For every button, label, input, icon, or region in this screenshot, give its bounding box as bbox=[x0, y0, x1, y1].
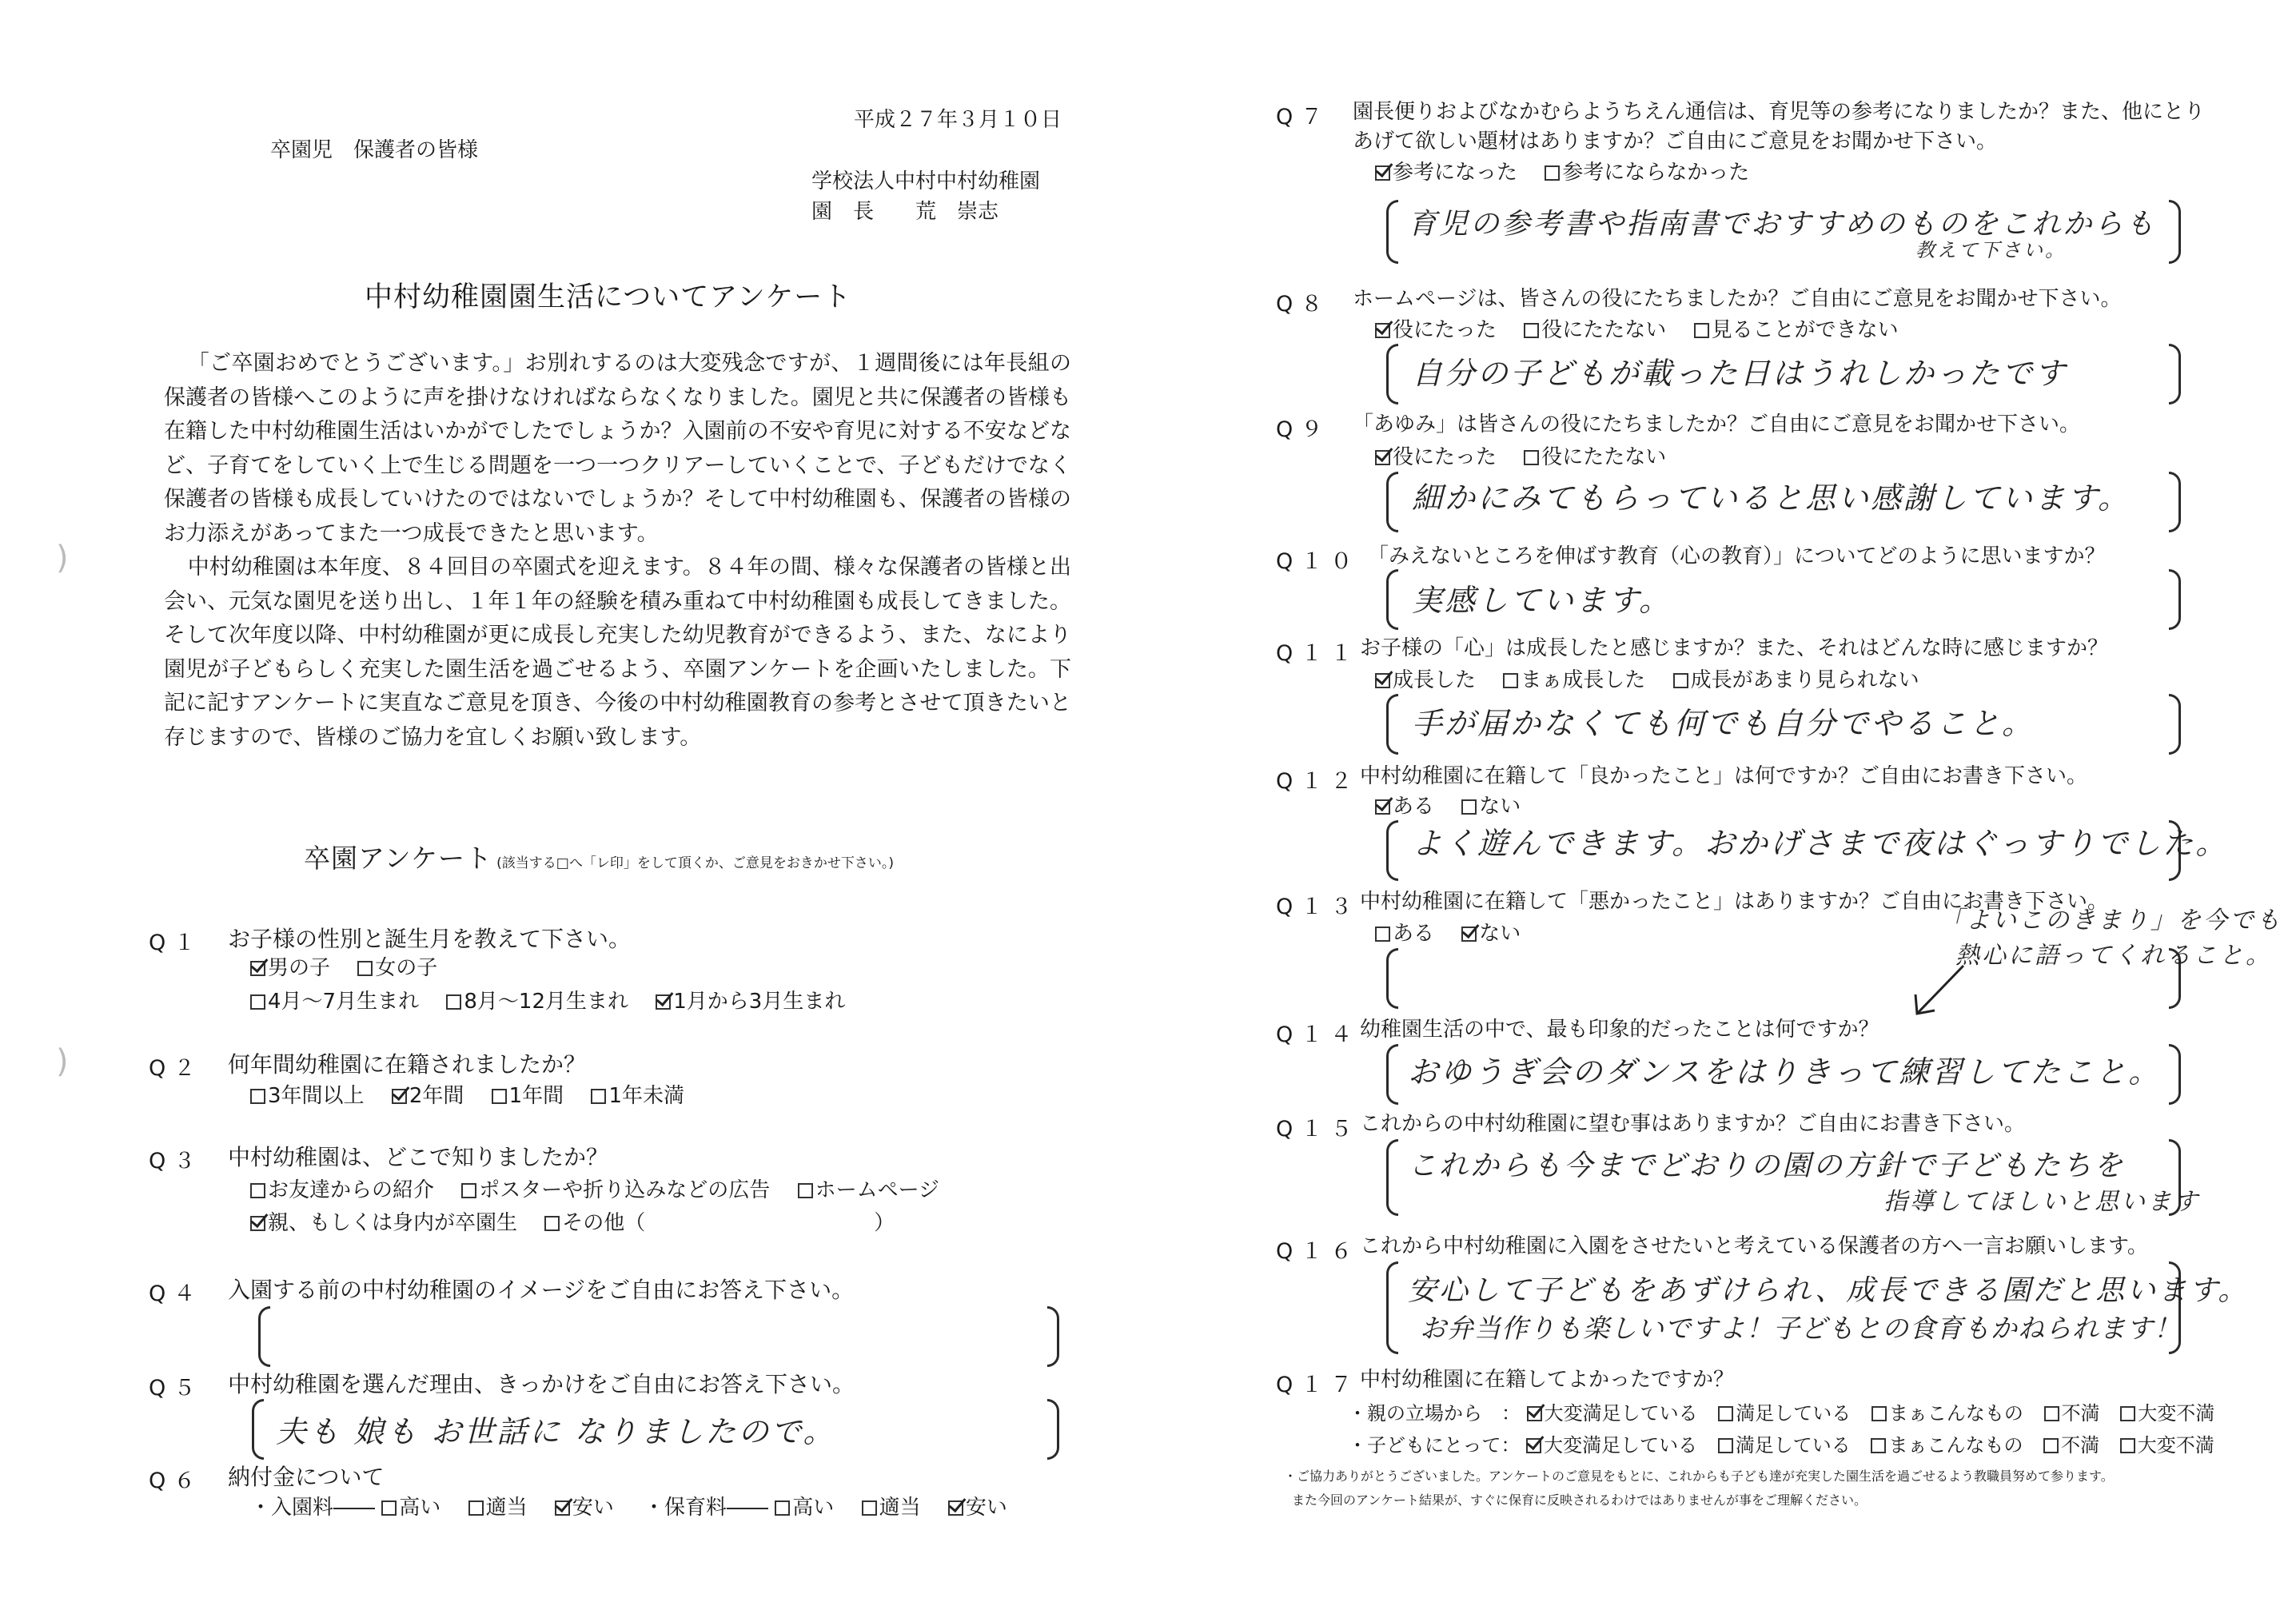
option-label: 役にたたない bbox=[1541, 318, 1667, 342]
option-very-satisfied[interactable] bbox=[1526, 1434, 1697, 1457]
arrow-icon bbox=[1907, 959, 1971, 1023]
option-label: まぁこんなもの bbox=[1888, 1434, 2023, 1457]
option-label: お友達からの紹介 bbox=[268, 1178, 435, 1202]
checkbox-checked[interactable] bbox=[1375, 450, 1390, 465]
checkbox-checked[interactable] bbox=[1527, 1406, 1542, 1421]
q6-tuition-fee bbox=[644, 1495, 1028, 1521]
option-label: ない bbox=[1479, 795, 1521, 819]
option-label: 親、もしくは身内が卒園生 bbox=[268, 1211, 518, 1235]
q17-child-row bbox=[1348, 1429, 2214, 1457]
option-fair[interactable] bbox=[862, 1496, 921, 1520]
checkbox-checked[interactable] bbox=[948, 1500, 963, 1516]
checkbox[interactable] bbox=[775, 1500, 790, 1516]
q12-text: 中村幼稚園に在籍して「良かったこと」は何ですか？ご自由にお書き下さい。 bbox=[1360, 764, 2088, 788]
q10-number: Q１０ bbox=[1276, 549, 1361, 574]
option-no[interactable] bbox=[1461, 922, 1521, 946]
checkbox[interactable] bbox=[798, 1183, 813, 1198]
checkbox[interactable] bbox=[446, 994, 461, 1010]
option-label: 8月～12月生まれ bbox=[464, 990, 628, 1014]
option-label: 1年間 bbox=[508, 1084, 564, 1108]
option-label: 満足している bbox=[1736, 1402, 1852, 1425]
checkbox[interactable] bbox=[1673, 673, 1688, 688]
option-label: 1月から3月生まれ bbox=[673, 990, 846, 1014]
q9-text: 「あゆみ」は皆さんの役にたちましたか？ご自由にご意見をお聞かせ下さい。 bbox=[1353, 412, 2081, 436]
q6-entry-fee bbox=[250, 1495, 635, 1521]
option-homepage[interactable] bbox=[798, 1178, 939, 1202]
q1-gender-options bbox=[250, 955, 458, 982]
option-satisfied[interactable] bbox=[1718, 1434, 1851, 1457]
q14-answer[interactable]: おゆうぎ会のダンスをはりきって練習してたこと。 bbox=[1408, 1054, 2162, 1090]
answer-bracket-left bbox=[1386, 472, 1398, 532]
option-high[interactable] bbox=[381, 1496, 440, 1520]
option-label: ある bbox=[1393, 922, 1435, 946]
q9-options bbox=[1375, 444, 1687, 471]
punch-hole-mark: ) bbox=[56, 540, 69, 576]
checkbox[interactable] bbox=[2120, 1438, 2135, 1453]
q10-answer[interactable]: 実感しています。 bbox=[1412, 583, 1672, 618]
option-label: 女の子 bbox=[375, 956, 438, 980]
q9-answer[interactable]: 細かにみてもらっていると思い感謝しています。 bbox=[1412, 480, 2131, 516]
option-grew[interactable] bbox=[1375, 668, 1476, 692]
answer-bracket-right bbox=[2169, 1044, 2181, 1105]
q7-text-line1: 園長便りおよびなかむらようちえん通信は、育児等の参考になりましたか？また、他にとり bbox=[1353, 100, 2206, 124]
option-label: 見ることができない bbox=[1711, 318, 1899, 342]
option-1year[interactable] bbox=[492, 1084, 564, 1108]
q10-text: 「みえないところを伸ばす教育（心の教育）」についてどのように思いますか？ bbox=[1368, 544, 2106, 568]
option-2years[interactable] bbox=[392, 1084, 464, 1108]
q16-number: Q１６ bbox=[1276, 1239, 1361, 1264]
q8-answer[interactable]: 自分の子どもが載った日はうれしかったです bbox=[1412, 356, 2068, 391]
checkbox[interactable] bbox=[1718, 1406, 1733, 1421]
checkbox[interactable] bbox=[2043, 1438, 2059, 1453]
checkbox[interactable] bbox=[250, 1183, 265, 1198]
q17-number: Q１７ bbox=[1276, 1373, 1361, 1397]
option-3years[interactable] bbox=[250, 1084, 365, 1108]
option-label: 成長した bbox=[1393, 668, 1477, 692]
option-no[interactable] bbox=[1461, 795, 1521, 819]
option-boy[interactable] bbox=[250, 956, 330, 980]
option-label: 大変満足している bbox=[1544, 1434, 1698, 1457]
checkbox[interactable] bbox=[250, 994, 265, 1010]
checkbox-checked[interactable] bbox=[1375, 799, 1390, 815]
answer-bracket-right bbox=[2169, 472, 2181, 532]
q13-number: Q１３ bbox=[1276, 895, 1361, 919]
option-family[interactable] bbox=[250, 1211, 517, 1235]
option-label: 大変不満 bbox=[2138, 1402, 2215, 1425]
q3-options-row1 bbox=[250, 1178, 960, 1204]
option-little-growth[interactable] bbox=[1673, 668, 1919, 692]
checkbox[interactable] bbox=[381, 1500, 397, 1516]
q7-answer-line1[interactable]: 育児の参考書や指南書でおすすめのものをこれからも bbox=[1408, 208, 2157, 241]
option-poster[interactable] bbox=[461, 1178, 770, 1202]
option-label: 適当 bbox=[485, 1496, 528, 1520]
option-label: 大変不満 bbox=[2137, 1434, 2214, 1457]
option-not-helpful[interactable] bbox=[1545, 161, 1749, 185]
q11-number: Q１１ bbox=[1276, 641, 1361, 666]
option-label: 大変満足している bbox=[1544, 1402, 1698, 1425]
q15-number: Q１５ bbox=[1276, 1117, 1361, 1142]
q15-answer-line2[interactable]: 指導してほしいと思います bbox=[1883, 1188, 2200, 1216]
q7-options bbox=[1375, 160, 1770, 186]
answer-bracket-left bbox=[1386, 344, 1398, 404]
answer-bracket-right bbox=[2169, 344, 2181, 404]
answer-bracket-left bbox=[1386, 1261, 1398, 1354]
checkbox[interactable] bbox=[544, 1216, 560, 1231]
q8-number: Q８ bbox=[1276, 292, 1331, 317]
option-label: 不満 bbox=[2061, 1434, 2100, 1457]
option-very-dissatisfied[interactable] bbox=[2120, 1434, 2214, 1457]
option-label: まぁ成長した bbox=[1521, 668, 1646, 692]
q17-parent-row bbox=[1348, 1397, 2214, 1425]
option-label: 安い bbox=[965, 1496, 1007, 1520]
q4-number: Q４ bbox=[149, 1281, 204, 1306]
intro-paragraph: 中村幼稚園は本年度、８４回目の卒園式を迎えます。８４年の間、様々な保護者の皆様と出会い、元気な園児を送り出し、１年１年の経験を積み重ねて中村幼稚園も成長してきました。そして次年度以降、中村幼稚園が更に成長し充実した幼児教育ができるよう、また、なにより園児が子どもらしく充実した園生活を過ごせるよう、卒園アンケートを企画いたしました。下記に記すアンケートに実直なご意見を頂き、今後の中村幼稚園教育の参考とさせて頂きたいと存じますので、皆様のご協力を宜しくお願い致します。 bbox=[164, 555, 1071, 750]
checkbox-checked[interactable] bbox=[555, 1500, 570, 1516]
checkbox[interactable] bbox=[1503, 673, 1518, 688]
answer-bracket-right bbox=[2169, 200, 2181, 264]
checkbox[interactable] bbox=[1461, 799, 1477, 815]
q12-number: Q１２ bbox=[1276, 769, 1361, 794]
checkbox[interactable] bbox=[468, 1500, 484, 1516]
q5-text: 中村幼稚園を選んだ理由、きっかけをご自由にお答え下さい。 bbox=[228, 1371, 855, 1397]
checkbox-checked[interactable] bbox=[1461, 927, 1477, 942]
tuition-fee-label: ・保育料―― bbox=[644, 1496, 769, 1520]
checkbox[interactable] bbox=[1871, 1406, 1887, 1421]
q16-answer-line1[interactable]: 安心して子どもをあずけられ、成長できる園だと思います。 bbox=[1408, 1274, 2250, 1307]
option-fair[interactable] bbox=[468, 1496, 528, 1520]
survey-heading: 卒園アンケート bbox=[304, 843, 493, 874]
option-dissatisfied[interactable] bbox=[2043, 1434, 2099, 1457]
q13-text: 中村幼稚園に在籍して「悪かったこと」はありますか？ご自由にお書き下さい。 bbox=[1360, 890, 2109, 914]
q14-number: Q１４ bbox=[1276, 1022, 1361, 1047]
answer-bracket-right bbox=[2169, 569, 2181, 630]
checkbox[interactable] bbox=[461, 1183, 476, 1198]
checkbox[interactable] bbox=[2044, 1406, 2059, 1421]
q11-answer[interactable]: 手が届かなくても何でも自分でやること。 bbox=[1412, 706, 2035, 741]
q11-options bbox=[1375, 668, 1940, 694]
document-date: 平成２７年３月１０日 bbox=[854, 108, 1062, 132]
option-helpful[interactable] bbox=[1375, 161, 1517, 185]
checkbox[interactable] bbox=[1524, 450, 1539, 465]
option-label: 安い bbox=[572, 1496, 614, 1520]
option-yes[interactable] bbox=[1375, 922, 1434, 946]
option-label: 4月～7月生まれ bbox=[268, 990, 420, 1014]
answer-bracket-left bbox=[1386, 569, 1398, 630]
option-cheap[interactable] bbox=[948, 1496, 1007, 1520]
option-so-so[interactable] bbox=[1871, 1402, 2023, 1425]
q8-options bbox=[1375, 317, 1919, 344]
option-other[interactable] bbox=[544, 1211, 895, 1235]
q7-answer-line2[interactable]: 教えて下さい。 bbox=[1915, 239, 2067, 261]
q2-text: 何年間幼稚園に在籍されましたか？ bbox=[228, 1051, 587, 1078]
answer-bracket-left bbox=[252, 1399, 264, 1460]
answer-bracket-left bbox=[1386, 948, 1398, 1009]
option-useful[interactable] bbox=[1375, 445, 1497, 469]
q6-number: Q６ bbox=[149, 1469, 204, 1493]
option-aug-dec[interactable] bbox=[446, 990, 628, 1014]
answer-bracket-left bbox=[1386, 1044, 1398, 1105]
option-label: 成長があまり見られない bbox=[1690, 668, 1919, 692]
option-very-satisfied[interactable] bbox=[1527, 1402, 1698, 1425]
q1-birth-options bbox=[250, 989, 866, 1015]
checkbox-checked[interactable] bbox=[656, 994, 671, 1010]
q3-options-row2 bbox=[250, 1210, 915, 1237]
option-less-1year[interactable] bbox=[591, 1084, 684, 1108]
option-useful[interactable] bbox=[1375, 318, 1497, 342]
option-label: ホームページ bbox=[815, 1178, 940, 1202]
option-apr-jul[interactable] bbox=[250, 990, 419, 1014]
answer-bracket-right bbox=[1047, 1306, 1059, 1367]
entry-fee-label: ・入園料―― bbox=[250, 1496, 376, 1520]
q16-text: これから中村幼稚園に入園をさせたいと考えている保護者の方へ一言お願いします。 bbox=[1360, 1234, 2148, 1258]
footer-note-line1: ・ご協力ありがとうございました。アンケートのご意見をもとに、これからも子ども達が充実した園生活を過ごせるよう教職員努めて参ります。 bbox=[1284, 1469, 2114, 1484]
option-label: 不満 bbox=[2061, 1402, 2100, 1425]
q17-text: 中村幼稚園に在籍してよかったですか？ bbox=[1360, 1368, 1735, 1392]
option-yes[interactable] bbox=[1375, 795, 1434, 819]
answer-bracket-right bbox=[2169, 694, 2181, 755]
option-jan-mar[interactable] bbox=[656, 990, 845, 1014]
survey-heading-row bbox=[304, 838, 894, 875]
q3-number: Q３ bbox=[149, 1149, 204, 1174]
director-name: 園 長 荒 崇志 bbox=[811, 200, 999, 224]
answer-bracket-right bbox=[1047, 1399, 1059, 1460]
checkbox-checked[interactable] bbox=[250, 961, 265, 976]
q4-text: 入園する前の中村幼稚園のイメージをご自由にお答え下さい。 bbox=[228, 1277, 855, 1303]
q2-options bbox=[250, 1083, 705, 1110]
q1-text: お子様の性別と誕生月を教えて下さい。 bbox=[228, 926, 632, 952]
q6-text: 納付金について bbox=[228, 1464, 385, 1490]
checkbox[interactable] bbox=[1694, 323, 1709, 338]
answer-bracket-left bbox=[1386, 200, 1398, 264]
option-label: 高い bbox=[792, 1496, 835, 1520]
q1-number: Q１ bbox=[149, 931, 204, 955]
option-label: まぁこんなもの bbox=[1888, 1402, 2023, 1425]
checkbox[interactable] bbox=[862, 1500, 877, 1516]
option-not-useful[interactable] bbox=[1524, 445, 1666, 469]
child-label: ・子どもにとって： bbox=[1348, 1434, 1521, 1457]
q13-options bbox=[1375, 921, 1541, 947]
option-label: 参考になった bbox=[1393, 161, 1518, 185]
checkbox[interactable] bbox=[1524, 323, 1539, 338]
option-label: 1年未満 bbox=[608, 1084, 684, 1108]
checkbox[interactable] bbox=[1718, 1438, 1733, 1453]
q15-answer-line1[interactable]: これからも今までどおりの園の方針で子どもたちを bbox=[1408, 1150, 2126, 1182]
checkbox[interactable] bbox=[1545, 165, 1560, 181]
option-label: 参考にならなかった bbox=[1562, 161, 1750, 185]
answer-bracket-left bbox=[1386, 1139, 1398, 1216]
punch-hole-mark: ) bbox=[56, 1043, 69, 1080]
checkbox[interactable] bbox=[250, 1089, 265, 1104]
option-label: ポスターや折り込みなどの広告 bbox=[479, 1178, 771, 1202]
q7-text-line2: あげて欲しい題材はありますか？ご自由にご意見をお聞かせ下さい。 bbox=[1353, 130, 1998, 153]
intro-paragraph: 「ご卒園おめでとうございます。」お別れするのは大変残念ですが、１週間後には年長組の保護者の皆様へこのように声を掛けなければならなくなりました。園児と共に保護者の皆様も在籍した中村幼稚園生活はいかがでしたでしょうか？入園前の不安や育児に対する不安などなど、子育てをしていく上で生じる問題を一つ一つクリアーしていくことで、子どもだけでなく保護者の皆様も成長していけたのではないでしょうか？そして中村幼稚園も、保護者の皆様のお力添えがあってまた一つ成長できたと思います。 bbox=[164, 351, 1071, 546]
option-girl[interactable] bbox=[357, 956, 437, 980]
checkbox-checked[interactable] bbox=[1375, 323, 1390, 338]
q14-margin-note-line1[interactable]: 「よいこのきまり」を今でも bbox=[1939, 907, 2282, 935]
option-label: 2年間 bbox=[409, 1084, 464, 1108]
option-label: 適当 bbox=[879, 1496, 921, 1520]
survey-title: 中村幼稚園園生活についてアンケート bbox=[365, 281, 852, 313]
checkbox[interactable] bbox=[2120, 1406, 2135, 1421]
checkbox-checked[interactable] bbox=[1375, 165, 1390, 181]
q11-text: お子様の「心」は成長したと感じますか？また、それはどんな時に感じますか？ bbox=[1360, 636, 2109, 660]
right-page bbox=[1148, 0, 2296, 1618]
q16-answer-line2[interactable]: お弁当作りも楽しいですよ！子どもとの食育もかねられます！ bbox=[1420, 1313, 2181, 1344]
option-label: ない bbox=[1479, 922, 1521, 946]
q12-options bbox=[1375, 794, 1541, 820]
q9-number: Q９ bbox=[1276, 417, 1331, 442]
survey-note: (該当する□へ「レ印」をして頂くか、ご意見をおきかせ下さい。) bbox=[496, 855, 894, 871]
checkbox[interactable] bbox=[492, 1089, 507, 1104]
option-label: その他（ ） bbox=[562, 1211, 895, 1235]
option-label: ある bbox=[1393, 795, 1435, 819]
q2-number: Q２ bbox=[149, 1056, 204, 1081]
checkbox-checked[interactable] bbox=[1526, 1438, 1541, 1453]
intro-text bbox=[164, 347, 1071, 755]
option-very-dissatisfied[interactable] bbox=[2120, 1402, 2214, 1425]
q14-margin-note-line2[interactable]: 熱心に語ってくれること。 bbox=[1955, 942, 2272, 970]
option-somewhat-grew[interactable] bbox=[1503, 668, 1645, 692]
option-label: 役にたった bbox=[1393, 445, 1497, 469]
checkbox[interactable] bbox=[591, 1089, 606, 1104]
q5-number: Q５ bbox=[149, 1376, 204, 1401]
answer-bracket-left bbox=[1386, 694, 1398, 755]
checkbox-checked[interactable] bbox=[1375, 673, 1390, 688]
option-label: 3年間以上 bbox=[268, 1084, 365, 1108]
checkbox[interactable] bbox=[1871, 1438, 1886, 1453]
checkbox[interactable] bbox=[1375, 927, 1390, 942]
checkbox[interactable] bbox=[357, 961, 373, 976]
q8-text: ホームページは、皆さんの役にたちましたか？ご自由にご意見をお聞かせ下さい。 bbox=[1353, 287, 2122, 311]
answer-bracket-left bbox=[1386, 820, 1398, 881]
option-cheap[interactable] bbox=[555, 1496, 614, 1520]
footer-note-line2: また今回のアンケート結果が、すぐに保育に反映されるわけではありませんが事をご理解ください。 bbox=[1292, 1492, 1867, 1508]
checkbox-checked[interactable] bbox=[392, 1089, 407, 1104]
option-label: 男の子 bbox=[268, 956, 331, 980]
option-label: 満足している bbox=[1735, 1434, 1851, 1457]
option-satisfied[interactable] bbox=[1718, 1402, 1851, 1425]
option-dissatisfied[interactable] bbox=[2044, 1402, 2100, 1425]
q15-text: これからの中村幼稚園に望む事はありますか？ご自由にお書き下さい。 bbox=[1360, 1112, 2026, 1136]
parent-label: ・親の立場から ： bbox=[1348, 1402, 1521, 1425]
q7-number: Q７ bbox=[1276, 105, 1331, 130]
school-name: 学校法人中村中村幼稚園 bbox=[811, 169, 1041, 193]
option-high[interactable] bbox=[775, 1496, 834, 1520]
q5-answer[interactable]: 夫も 娘も お世話に なりましたので。 bbox=[276, 1414, 836, 1449]
option-so-so[interactable] bbox=[1871, 1434, 2023, 1457]
q3-text: 中村幼稚園は、どこで知りましたか？ bbox=[228, 1144, 609, 1170]
answer-bracket-left bbox=[258, 1306, 270, 1367]
option-friend[interactable] bbox=[250, 1178, 434, 1202]
q14-text: 幼稚園生活の中で、最も印象的だったことは何ですか？ bbox=[1360, 1018, 1879, 1042]
q12-answer[interactable]: よく遊んできます。おかげさまで夜はぐっすりでした。 bbox=[1412, 826, 2229, 861]
option-label: 役にたたない bbox=[1541, 445, 1667, 469]
checkbox-checked[interactable] bbox=[250, 1216, 265, 1231]
option-label: 役にたった bbox=[1393, 318, 1497, 342]
option-cannot-view[interactable] bbox=[1694, 318, 1899, 342]
addressee: 卒園児 保護者の皆様 bbox=[270, 138, 479, 162]
option-label: 高い bbox=[399, 1496, 441, 1520]
option-not-useful[interactable] bbox=[1524, 318, 1666, 342]
